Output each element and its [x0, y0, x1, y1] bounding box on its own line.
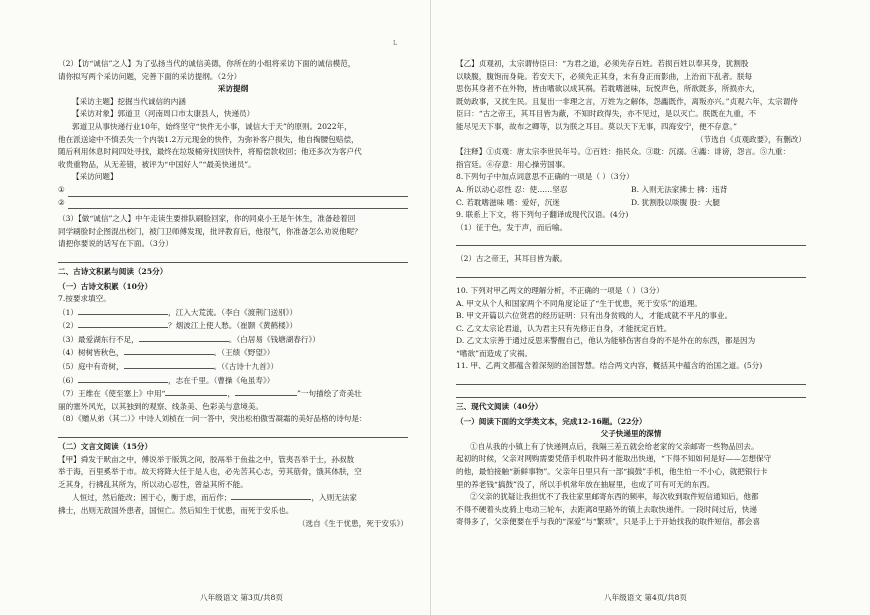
q9-answer-line-2[interactable]	[456, 268, 806, 278]
blank-6[interactable]	[78, 374, 168, 383]
right-page	[456, 58, 806, 529]
story-p1-line1: ①自从我的小镇上有了快递网点后，我隔三差五就会给老家的父亲邮寄一些物品回去。	[470, 441, 759, 451]
notes-line1: 【注释】①贞观：唐太宗李世民年号。②百姓：指民众。③耽：沉溺。④讟：诽谤，怨言。⑤九重：	[456, 147, 791, 157]
q9-prompt: 9. 联系上下文，将下列句子翻译成现代汉语。(4分)	[456, 210, 629, 220]
section-2-1-heading: （一）古诗文积累（10分）	[58, 281, 153, 291]
poem-5: （5）庭中有奇树， 。（《古诗十九首》）	[58, 362, 279, 372]
blank-7b[interactable]	[235, 387, 297, 396]
blank-5[interactable]	[124, 360, 214, 369]
yi-line3: 思伤其身者不在外物，皆由嗜欲以成其祸。若耽嗜滋味，玩悦声色，所欲既多，所损亦大，	[456, 84, 760, 94]
q10-option-d-cont: “嗜欲”而造成了灾祸。	[456, 348, 533, 358]
page-fold	[430, 0, 431, 615]
bio-line1: 郭道卫从事快递行业10年，始终坚守“快件无小事，诚信大于天”的原则。2022年，	[72, 121, 352, 131]
section-2-heading: 二、古诗文积累与阅读（25分）	[58, 266, 168, 276]
q3-answer-line[interactable]	[58, 253, 408, 263]
yi-line6: 能尽见天下事，故布之卿等，以为朕之耳目。莫以天下无事，四海安宁，便不存意。”	[456, 121, 738, 131]
answer-mark-2: ②	[58, 197, 65, 207]
jia-blank[interactable]	[231, 491, 311, 500]
answer-mark-1: ①	[58, 184, 65, 194]
q8-option-b[interactable]: B. 入则无法家拂士 拂：违背	[631, 184, 728, 194]
corner-mark: L	[393, 40, 397, 47]
poem-4: （4）树树皆秋色， 。（王绩《野望》）	[58, 348, 275, 358]
q3-line3: 请把你要说的话写在下面。（3分）	[58, 239, 173, 249]
jia-line4: 人恒过，然后能改；困于心，衡于虑，而后作； ，入则无法家	[72, 493, 358, 503]
story-title: 父子快递里的深情	[600, 429, 662, 439]
jia-source: （选自《生于忧患，死于安乐》）	[297, 518, 408, 528]
yi-line5: 臣曰：“古之帝王，其耳目皆为蔽，不知时政得失，亦不见过，是以灭亡。朕既在九重，不	[456, 109, 757, 119]
q8-options-row2	[456, 197, 806, 210]
q3-line1: （3）【做“诚信”之人】中午走读生要排队刷脸回家，你的同桌小王是午休生，准备趁着回	[58, 214, 356, 224]
left-page-footer: 八年级语文 第3页/共8页	[200, 593, 283, 602]
q11-answer-line-1[interactable]	[456, 375, 806, 385]
blank-3[interactable]	[139, 333, 229, 342]
poem-8-answer-line[interactable]	[58, 428, 408, 438]
q9-answer-line-1[interactable]	[456, 236, 806, 246]
blank-1[interactable]	[78, 306, 168, 315]
left-page	[58, 58, 408, 530]
q7-prompt: 7.按要求填空。	[58, 294, 111, 304]
yi-line1: 【乙】贞观初，太宗谓侍臣曰：“为君之道，必须先存百姓。若损百姓以奉其身，犹割股	[456, 59, 749, 68]
story-p1-line4: 里的养老钱“搞鼓”没了，所以手机常年放在抽屉里，也成了可有可无的东西。	[456, 479, 715, 489]
q10-option-b[interactable]: B. 甲文开篇以六位贤君的经历证明：只有出身贫贱的人，才能成就不平凡的事业。	[456, 311, 733, 321]
q2-intro-line2: 请你拟写两个采访问题，完善下面的采访提纲。（2分）	[58, 71, 242, 81]
story-p2-line1: ②父亲的犹疑让我担忧不了我往家里邮寄东西的频率，每次收到取件短信通知后，他都	[470, 492, 759, 502]
bio-line2: 他在派送途中不慎丢失一个内装1.2万元现金的快件，为弥补客户损失，他自掏腰包赔偿，	[58, 134, 359, 144]
bio-line4: 收贵重物品，从无差错，被评为“中国好人”“最美快递员”。	[58, 159, 256, 169]
yi-line2: 以啖腹，腹饱而身毙。若安天下，必须先正其身，未有身正而影曲，上治而下乱者。朕每	[456, 71, 753, 81]
interview-target: 【采访对象】郭道卫（河南周口市太康县人，快递员）	[72, 109, 255, 119]
q10-option-d[interactable]: D. 乙文太宗善于通过反思来警醒自己，他认为能够伤害自身的不是外在的东西，都是因为	[456, 336, 756, 346]
story-p2-line2: 不得不硬着头皮骑上电动三轮车，去距离8里路外的镇上去取快递件。一段时间过后，快递	[456, 504, 757, 514]
outline-title: 采访提纲	[217, 84, 249, 94]
yi-line4: 既妨政事，又扰生民。且复出一非理之言，万姓为之解体，怨讟既作，离叛亦兴。”贞观六年，太宗谓侍	[456, 96, 798, 106]
q8-prompt: 8.下列句子中加点词意思不正确的一项是（ ）（3分）	[456, 172, 634, 182]
section-2-2-heading: （二）文言文阅读（15分）	[58, 442, 153, 452]
jia-line1: 【甲】舜发于畎亩之中，傅说举于版筑之间，胶鬲举于鱼盐之中，管夷吾举于士，孙叔敖	[58, 454, 355, 464]
story-p1-line2: 起初的时候，父亲对网购需要凭借手机取件码才能取出快递，“下得不知如何是好——怎想保守	[456, 454, 772, 464]
q3-line2: 同学刷脸时企图混出校门，被门卫师傅发现，批评教育后，他很气，你准备怎么劝说他呢？	[58, 226, 362, 236]
q10-option-c[interactable]: C. 乙文太宗论君道，认为君主只有先修正自身，才能抚定百姓。	[456, 323, 672, 333]
poem-7-cont: 丽的塞外风光，以其独到的观察、线条美、色彩美与意境美。	[58, 401, 264, 411]
jia-line2: 举于海，百里奚举于市。故天将降大任于是人也，必先苦其心志，劳其筋骨，饿其体肤，空	[58, 467, 362, 477]
notes-line2: 指宫廷。⑥存意：用心操劳国事。	[456, 159, 570, 169]
story-p2-line3: 寄得多了，父亲便要在乎与我的“深爱”与“繁琐”，只是手上于开始找我的取件短信，都会喜	[456, 517, 761, 527]
q8-option-a[interactable]: A. 所以动心忍性 忍：使……坚忍	[456, 184, 568, 194]
story-p1-line3: 的他，最怕接触“新鲜事物”。父亲年日里只有一部“搞鼓”手机，他生怕一不小心，就把银行卡	[456, 467, 768, 477]
poem-1: （1） ，江入大荒流。（李白《渡荆门送别》）	[58, 307, 298, 317]
right-page-footer: 八年级语文 第4页/共8页	[604, 593, 687, 602]
q10-option-a[interactable]: A. 甲文从个人和国家两个不同角度论证了“生于忧患，死于安乐”的道理。	[456, 298, 702, 308]
blank-2[interactable]	[78, 319, 168, 328]
jia-line3: 乏其身，行拂乱其所为，所以动心忍性，曾益其所不能。	[58, 479, 248, 489]
q8-options-row1	[456, 184, 806, 197]
poem-7: （7）王维在《使至塞上》中用“ ， ”一句描绘了奇美壮	[58, 389, 362, 399]
answer-line-2[interactable]	[58, 197, 408, 210]
questions-label: 【采访问题】	[72, 172, 118, 182]
q8-option-c[interactable]: C. 若耽嗜滋味 嗜：爱好，沉迷	[456, 197, 560, 207]
interview-topic: 【采访主题】挖掘当代诚信的内涵	[72, 96, 186, 106]
poem-8: （8）《赠从弟（其二）》中诗人刘桢在一问一答中，突出松柏傲雪凝霜的美好品格的诗句是：	[58, 414, 367, 424]
section-3-1-heading: （一）阅读下面的文学类文本，完成12-16题。（22分）	[456, 416, 647, 426]
q8-option-d[interactable]: D. 犹割股以啖腹 股：大腿	[631, 197, 720, 207]
q9-sentence-1: （1）征于色，发于声，而后喻。	[456, 222, 568, 232]
poem-3: （3）最爱湖东行不足， 。（白居易《钱塘湖春行》）	[58, 334, 320, 344]
jia-line5: 拂士，出则无敌国外患者，国恒亡。然后知生于忧患，而死于安乐也。	[58, 506, 294, 515]
q11-prompt: 11. 甲、乙两文都蕴含着深刻的治国智慧。结合两文内容，概括其中蕴含的治国之道。(5分)	[456, 361, 763, 371]
blank-4[interactable]	[124, 346, 214, 355]
q9-sentence-2: （2）古之帝王，其耳目皆为蔽。	[456, 254, 568, 264]
q11-answer-line-2[interactable]	[456, 388, 806, 398]
yi-source: （节选自《贞观政要》，有删改）	[695, 134, 806, 144]
q2-intro-line1: （2）【访“诚信”之人】为了弘扬当代的诚信美德，你所在的小组将采访下面的诚信模范，	[58, 59, 356, 68]
poem-6: （6） ，志在千里。（曹操《龟虽寿》）	[58, 375, 275, 385]
answer-line-1[interactable]	[58, 184, 408, 197]
q10-prompt: 10. 下列对甲乙两文的理解分析，不正确的一项是（ ）（3分）	[456, 285, 664, 295]
blank-7a[interactable]	[165, 387, 227, 396]
bio-line3: 随后利用休息时间四处寻找，最终在垃圾桶旁找回快件，将赔偿款收回；他还多次为客户代	[58, 147, 362, 157]
section-3-heading: 三、现代文阅读（40分）	[456, 402, 543, 412]
poem-2: （2） ？烟波江上使人愁。（崔颢《黄鹤楼》）	[58, 321, 298, 331]
